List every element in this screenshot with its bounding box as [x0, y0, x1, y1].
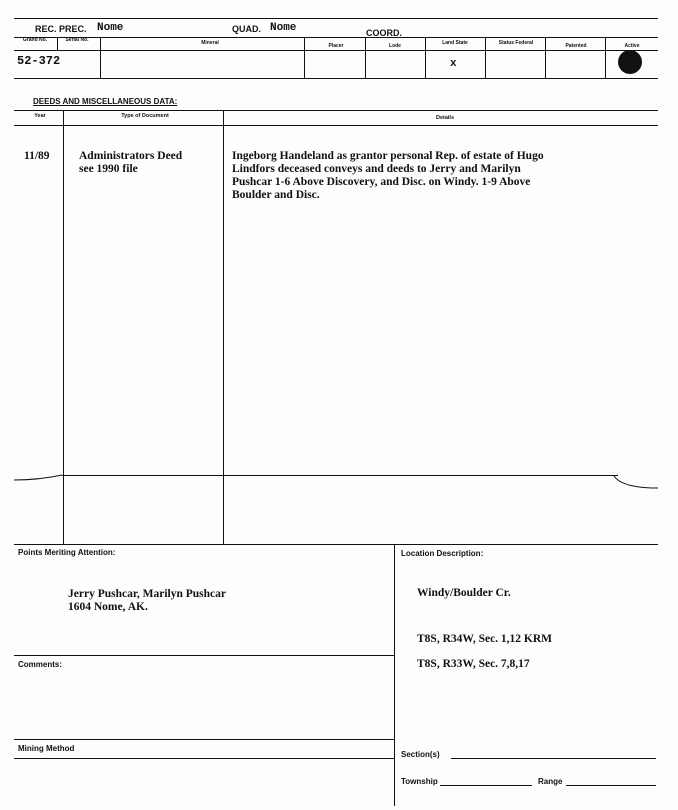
details-header: Details: [435, 115, 455, 121]
grand-no-header: Grand No.: [22, 37, 48, 43]
deed-type-line2: see 1990 file: [79, 163, 138, 175]
quad-value: Nome: [270, 22, 297, 34]
location-label: Location Description:: [401, 549, 484, 558]
rec-prec-label: REC. PREC.: [35, 24, 87, 34]
header-rule-3: [14, 50, 658, 51]
active-header: Active: [624, 43, 640, 49]
deed-details-line1: Ingeborg Handeland as grantor personal Rep. of estate of Hugo: [232, 150, 544, 162]
range-fill-line: [566, 785, 656, 786]
grand-no-value: 52-372: [17, 54, 61, 68]
land-state-mark: x: [450, 58, 457, 70]
deeds-rule-bottom: [14, 544, 658, 545]
deeds-rule-header: [14, 125, 658, 126]
header-col-sep: [365, 37, 366, 78]
section-fill-line: [451, 758, 656, 759]
deed-details-line3: Pushcar 1-6 Above Discovery, and Disc. on Windy. 1-9 Above: [232, 176, 531, 188]
points-line1: Jerry Pushcar, Marilyn Pushcar: [68, 588, 227, 600]
mining-label: Mining Method: [18, 744, 75, 753]
location-line2: T8S, R34W, Sec. 1,12 KRM: [417, 633, 553, 645]
header-col-sep: [304, 37, 305, 78]
lower-col-sep: [394, 544, 395, 806]
left-margin-curve: [14, 470, 64, 486]
header-rule-4: [14, 78, 658, 79]
deeds-col-sep: [223, 110, 224, 544]
mining-rule: [14, 739, 394, 740]
mineral-header: Mineral: [201, 40, 219, 46]
section-label: Section(s): [401, 750, 440, 759]
type-header: Type of Document: [121, 113, 169, 119]
location-line3: T8S, R33W, Sec. 7,8,17: [417, 658, 530, 670]
lode-header: Lode: [389, 43, 401, 49]
placer-header: Placer: [328, 43, 344, 49]
deeds-section-title: DEEDS AND MISCELLANEOUS DATA:: [33, 97, 178, 106]
deed-details-line4: Boulder and Disc.: [232, 189, 320, 201]
mining-bottom-rule: [14, 758, 394, 759]
header-col-sep: [57, 37, 58, 50]
land-state-header: Land State: [442, 40, 468, 46]
deed-type-line1: Administrators Deed: [79, 150, 183, 162]
comments-label: Comments:: [18, 660, 63, 669]
header-col-sep: [425, 37, 426, 78]
header-rule-2: [14, 37, 658, 38]
deeds-rule-mid: [62, 475, 618, 476]
header-top-rule: [14, 18, 658, 19]
township-label: Township: [401, 777, 438, 786]
header-col-sep: [605, 37, 606, 78]
serial-no-header: Serial No.: [65, 37, 89, 43]
rec-prec-value: Nome: [97, 22, 124, 34]
comments-rule: [14, 655, 394, 656]
year-header: Year: [34, 113, 46, 119]
deed-year: 11/89: [24, 150, 50, 162]
patented-header: Patented: [565, 43, 587, 49]
points-label: Points Meriting Attention:: [18, 548, 116, 557]
right-margin-curve: [612, 474, 662, 494]
header-col-sep: [100, 37, 101, 78]
deed-details-line2: Lindfors deceased conveys and deeds to Jerry and Marilyn: [232, 163, 521, 175]
range-label: Range: [538, 777, 563, 786]
active-filled-mark: [618, 50, 642, 74]
location-line1: Windy/Boulder Cr.: [417, 587, 511, 599]
header-col-sep: [485, 37, 486, 78]
status-federal-header: Status Federal: [498, 40, 534, 46]
deeds-rule-top: [14, 110, 658, 111]
header-col-sep: [545, 37, 546, 78]
quad-label: QUAD.: [232, 24, 261, 34]
points-line2: 1604 Nome, AK.: [68, 601, 148, 613]
township-fill-line: [440, 785, 532, 786]
coord-label: COORD.: [366, 28, 402, 38]
